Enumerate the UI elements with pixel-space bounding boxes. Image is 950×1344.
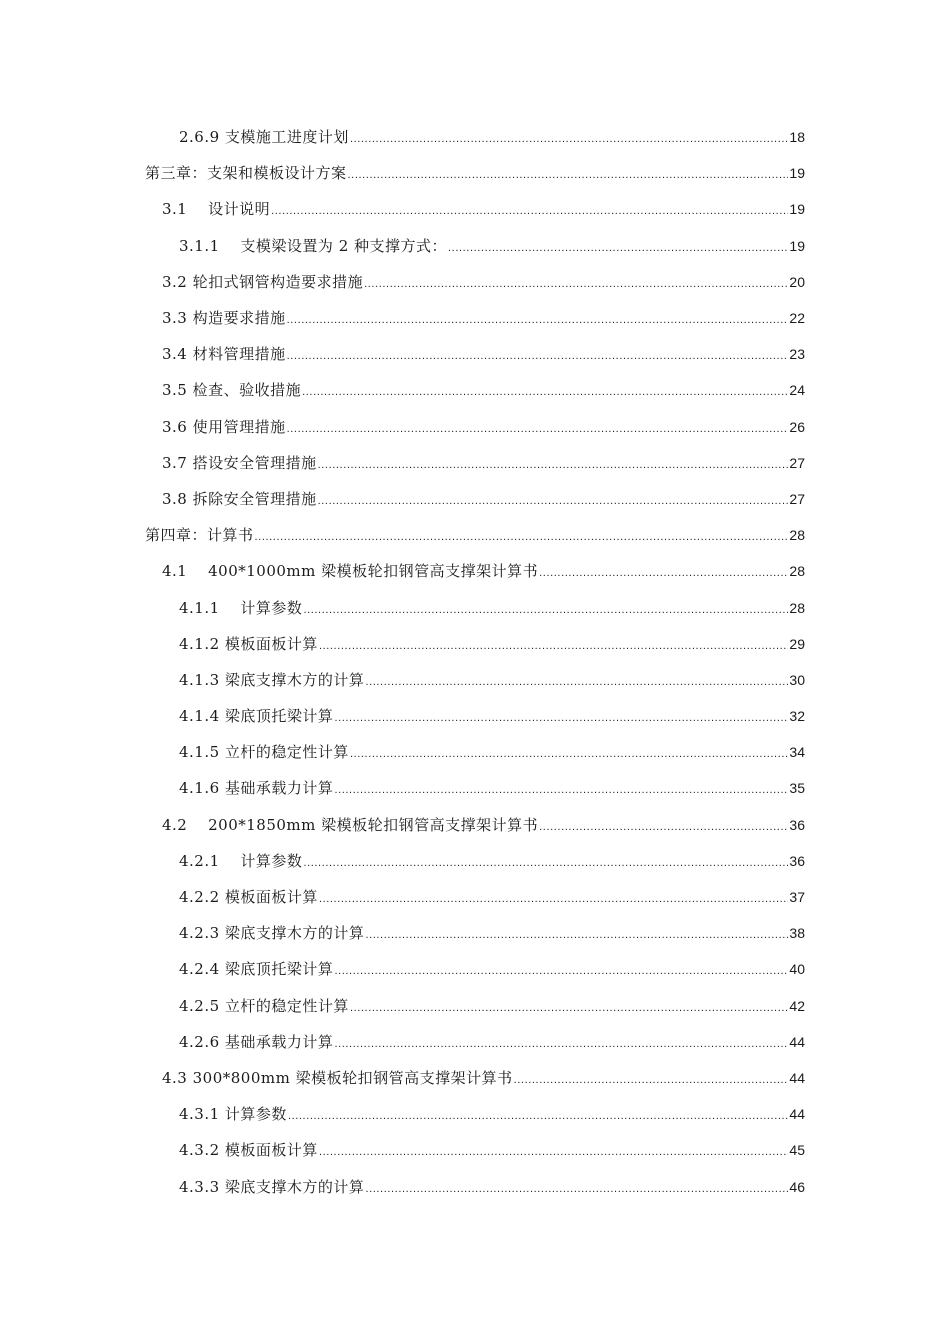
toc-dot-leader bbox=[302, 374, 788, 410]
toc-entry-title: 4.1.4 梁底顶托梁计算 bbox=[179, 707, 334, 726]
toc-page-number: 19 bbox=[789, 237, 805, 254]
toc-entry-title: 4.3.1 计算参数 bbox=[179, 1105, 287, 1124]
toc-entry-title: 4.3 300*800mm 梁模板轮扣钢管高支撑架计算书 bbox=[162, 1068, 513, 1087]
toc-entry[interactable] bbox=[0, 589, 950, 625]
toc-entry-title: 4.3.3 梁底支撑木方的计算 bbox=[179, 1177, 365, 1196]
toc-entry[interactable] bbox=[0, 336, 950, 372]
toc-entry-title: 4.2.3 梁底支撑木方的计算 bbox=[179, 924, 365, 943]
toc-page-number: 27 bbox=[789, 454, 805, 471]
toc-dot-leader bbox=[514, 1062, 789, 1098]
toc-entry-title: 4.2.4 梁底顶托梁计算 bbox=[179, 960, 334, 979]
toc-entry[interactable] bbox=[0, 1096, 950, 1132]
toc-entry-title: 4.2.5 立杆的稳定性计算 bbox=[179, 996, 349, 1015]
toc-dot-leader bbox=[350, 121, 788, 157]
toc-dot-leader bbox=[350, 736, 788, 772]
toc-page-number: 29 bbox=[789, 635, 805, 652]
toc-dot-leader bbox=[334, 1026, 788, 1062]
toc-entry-title: 3.2 轮扣式钢管构造要求措施 bbox=[162, 272, 364, 291]
toc-entry[interactable] bbox=[0, 770, 950, 806]
toc-entry-title: 3.6 使用管理措施 bbox=[162, 417, 286, 436]
toc-entry[interactable] bbox=[0, 553, 950, 589]
toc-entry[interactable] bbox=[0, 155, 950, 191]
toc-page-number: 32 bbox=[789, 708, 805, 725]
toc-entry[interactable] bbox=[0, 698, 950, 734]
toc-page-number: 35 bbox=[789, 780, 805, 797]
toc-page-number: 44 bbox=[789, 1069, 805, 1086]
toc-dot-leader bbox=[334, 700, 788, 736]
toc-page-number: 37 bbox=[789, 889, 805, 906]
toc-page-number: 23 bbox=[789, 346, 805, 363]
toc-entry-title: 4.2.2 模板面板计算 bbox=[179, 888, 318, 907]
toc-entry-title: 4.2 200*1850mm 梁模板轮扣钢管高支撑架计算书 bbox=[162, 815, 539, 834]
toc-entry-title: 3.8 拆除安全管理措施 bbox=[162, 489, 317, 508]
toc-dot-leader bbox=[334, 953, 788, 989]
toc-entry[interactable] bbox=[0, 915, 950, 951]
toc-entry-title: 4.1.1 计算参数 bbox=[179, 598, 303, 617]
toc-entry-title: 3.3 构造要求措施 bbox=[162, 309, 286, 328]
toc-entry-title: 3.5 检查、验收措施 bbox=[162, 381, 302, 400]
toc-page-number: 20 bbox=[789, 273, 805, 290]
toc-entry[interactable] bbox=[0, 1060, 950, 1096]
toc-dot-leader bbox=[348, 157, 789, 193]
toc-entry-title: 4.1.2 模板面板计算 bbox=[179, 634, 318, 653]
toc-page-number: 45 bbox=[789, 1142, 805, 1159]
toc-entry-title: 3.1.1 支模梁设置为 2 种支撑方式： bbox=[179, 236, 448, 255]
toc-dot-leader bbox=[319, 628, 788, 664]
toc-dot-leader bbox=[287, 411, 789, 447]
toc-page-number: 44 bbox=[789, 1106, 805, 1123]
toc-page-number: 28 bbox=[789, 599, 805, 616]
toc-page-number: 26 bbox=[789, 418, 805, 435]
toc-dot-leader bbox=[334, 772, 788, 808]
toc-dot-leader bbox=[539, 555, 788, 591]
toc-entry-title: 3.7 搭设安全管理措施 bbox=[162, 453, 317, 472]
toc-dot-leader bbox=[350, 990, 788, 1026]
toc-entry[interactable] bbox=[0, 1132, 950, 1168]
toc-page-number: 27 bbox=[789, 490, 805, 507]
toc-entry[interactable] bbox=[0, 1024, 950, 1060]
toc-entry[interactable] bbox=[0, 807, 950, 843]
toc-dot-leader bbox=[365, 1171, 788, 1207]
toc-dot-leader bbox=[255, 519, 789, 555]
toc-entry[interactable] bbox=[0, 409, 950, 445]
toc-page-number: 24 bbox=[789, 382, 805, 399]
toc-entry[interactable] bbox=[0, 264, 950, 300]
toc-page-number: 42 bbox=[789, 997, 805, 1014]
toc-dot-leader bbox=[303, 592, 788, 628]
toc-page-number: 28 bbox=[789, 563, 805, 580]
toc-entry-title: 4.1.5 立杆的稳定性计算 bbox=[179, 743, 349, 762]
toc-entry-title: 4.1.6 基础承载力计算 bbox=[179, 779, 334, 798]
toc-entry[interactable] bbox=[0, 300, 950, 336]
toc-entry[interactable] bbox=[0, 119, 950, 155]
toc-entry-title: 4.1 400*1000mm 梁模板轮扣钢管高支撑架计算书 bbox=[162, 562, 539, 581]
toc-page-number: 46 bbox=[789, 1178, 805, 1195]
toc-dot-leader bbox=[539, 809, 788, 845]
toc-entry[interactable] bbox=[0, 879, 950, 915]
toc-page-number: 19 bbox=[789, 165, 805, 182]
toc-dot-leader bbox=[287, 302, 789, 338]
toc-entry[interactable] bbox=[0, 988, 950, 1024]
toc-dot-leader bbox=[318, 447, 789, 483]
toc-dot-leader bbox=[271, 193, 788, 229]
toc-page-number: 44 bbox=[789, 1033, 805, 1050]
toc-page-number: 34 bbox=[789, 744, 805, 761]
toc-page-number: 36 bbox=[789, 852, 805, 869]
toc-entry[interactable] bbox=[0, 481, 950, 517]
toc-entry[interactable] bbox=[0, 517, 950, 553]
toc-entry[interactable] bbox=[0, 662, 950, 698]
toc-entry-title: 第四章：计算书 bbox=[145, 526, 254, 545]
toc-entry[interactable] bbox=[0, 734, 950, 770]
toc-page-number: 38 bbox=[789, 925, 805, 942]
toc-page-number: 28 bbox=[789, 527, 805, 544]
toc-dot-leader bbox=[288, 1098, 788, 1134]
toc-entry-title: 3.4 材料管理措施 bbox=[162, 345, 286, 364]
toc-page-number: 22 bbox=[789, 310, 805, 327]
toc-page-number: 40 bbox=[789, 961, 805, 978]
toc-entry[interactable] bbox=[0, 445, 950, 481]
toc-entry-title: 第三章：支架和模板设计方案 bbox=[145, 164, 347, 183]
toc-entry[interactable] bbox=[0, 191, 950, 227]
toc-entry[interactable] bbox=[0, 951, 950, 987]
table-of-contents bbox=[0, 119, 950, 1205]
toc-dot-leader bbox=[303, 845, 788, 881]
toc-entry-title: 4.2.1 计算参数 bbox=[179, 851, 303, 870]
toc-entry-title: 4.3.2 模板面板计算 bbox=[179, 1141, 318, 1160]
toc-dot-leader bbox=[319, 1134, 788, 1170]
toc-entry[interactable] bbox=[0, 228, 950, 264]
toc-entry-title: 2.6.9 支模施工进度计划 bbox=[179, 128, 349, 147]
toc-dot-leader bbox=[287, 338, 789, 374]
toc-entry[interactable] bbox=[0, 372, 950, 408]
toc-entry[interactable] bbox=[0, 626, 950, 662]
toc-dot-leader bbox=[365, 917, 788, 953]
toc-page-number: 30 bbox=[789, 671, 805, 688]
toc-dot-leader bbox=[319, 881, 788, 917]
toc-entry-title: 4.1.3 梁底支撑木方的计算 bbox=[179, 670, 365, 689]
toc-dot-leader bbox=[318, 483, 789, 519]
toc-dot-leader bbox=[448, 230, 788, 266]
toc-entry[interactable] bbox=[0, 1168, 950, 1204]
toc-entry-title: 3.1 设计说明 bbox=[162, 200, 271, 219]
toc-dot-leader bbox=[365, 664, 788, 700]
toc-entry[interactable] bbox=[0, 843, 950, 879]
toc-page-number: 18 bbox=[789, 129, 805, 146]
toc-dot-leader bbox=[364, 266, 788, 302]
toc-entry-title: 4.2.6 基础承载力计算 bbox=[179, 1032, 334, 1051]
toc-page-number: 36 bbox=[789, 816, 805, 833]
toc-page-number: 19 bbox=[789, 201, 805, 218]
